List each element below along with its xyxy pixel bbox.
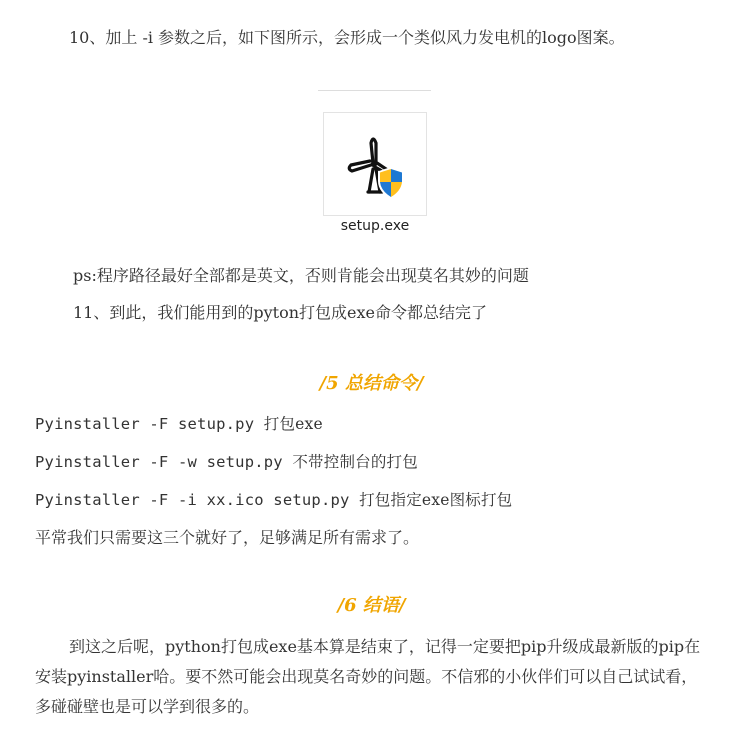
command-line [35,451,418,473]
section-5-heading: /5 总结命令/ [319,373,424,394]
command-description: 打包指定exe图标打包 [359,491,513,509]
step-10-paragraph: 10、加上 -i 参数之后，如下图所示，会形成一个类似风力发电机的logo图案。 [69,28,625,47]
command-code: Pyinstaller -F setup.py [35,415,264,433]
setup-exe-file-icon[interactable] [323,112,427,216]
command-description: 打包exe [263,415,323,433]
section-6-heading: /6 结语/ [337,595,406,616]
wind-turbine-shield-icon [324,113,426,215]
command-line [35,413,323,435]
ps-note: ps:程序路径最好全部都是英文，否则肯能会出现莫名其妙的问题 [73,266,529,285]
conclusion-paragraph: 到这之后呢，python打包成exe基本算是结束了，记得一定要把pip升级成最新版的pip在安装pyinstaller哈。要不然可能会出现莫名奇妙的问题。不信邪的小伙伴们可以自己试试看，多碰碰壁也是可以学到很多的。 [35,637,701,716]
step-11-line: 11、到此，我们能用到的pyton打包成exe命令都总结完了 [73,303,487,322]
command-description: 不带控制台的打包 [292,453,418,471]
figure-caption: setup.exe [340,218,410,234]
command-code: Pyinstaller -F -i xx.ico setup.py [35,491,360,509]
figure-divider [318,90,431,91]
command-code: Pyinstaller -F -w setup.py [35,453,293,471]
section-5-summary: 平常我们只需要这三个就好了，足够满足所有需求了。 [35,528,420,547]
command-line [35,489,512,511]
